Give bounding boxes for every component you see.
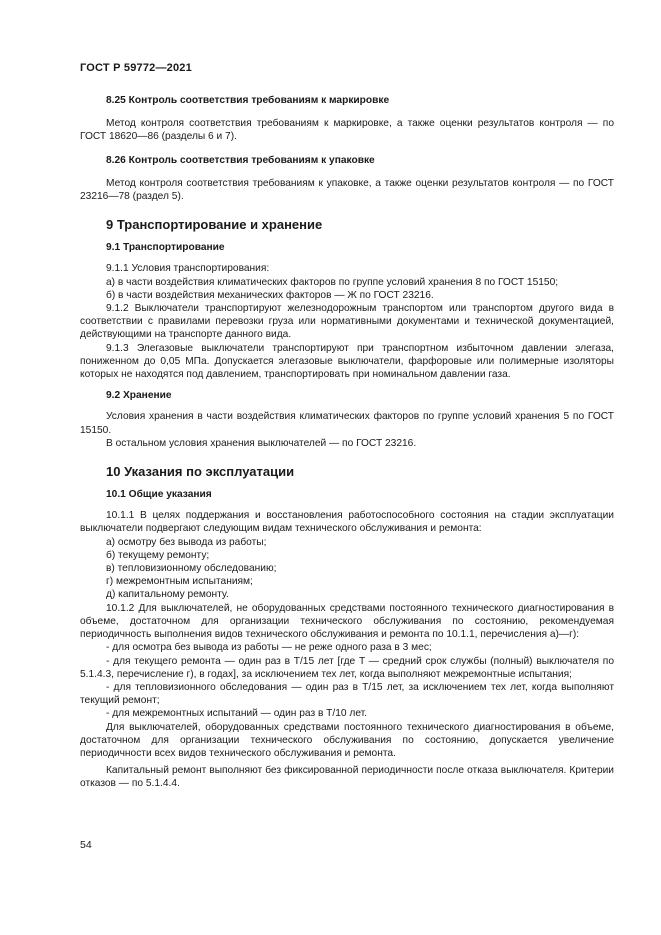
dash-item: - для межремонтных испытаний — один раз в T/10 лет. [106,708,368,720]
list-item: б) в части воздействия механических факторов — Ж по ГОСТ 23216. [106,289,434,301]
clause-9-1-1: 9.1.1 Условия транспортирования: [106,263,270,275]
list-item: а) осмотру без вывода из работы; [106,536,267,548]
clause-9-1-2: 9.1.2 Выключатели транспортируют железнодорожным транспортом или транспортом другого вида в соответствии с правилами перевозки груза или нормативными документами и технической документацией, действующими на транспорте данного вида. [80,303,614,341]
storage-text-2: В остальном условия хранения выключателей — по ГОСТ 23216. [106,437,417,449]
section-8-26-title: 8.26 Контроль соответствия требованиям к упаковке [106,154,375,166]
dash-item: - для тепловизионного обследования — один раз в T/15 лет, за исключением тех лет, когда выполняют текущий ремонт; [80,681,614,707]
clause-10-1-2: 10.1.2 Для выключателей, не оборудованных средствами постоянного технического диагностирования в объеме, достаточном для организации технического обслуживания по состоянию, рекомендуемая периодичность выполнения видов технического обслуживания и ремонта по 10.1.1, перечисления а)—г): [80,602,614,641]
storage-text-1: Условия хранения в части воздействия климатических факторов по группе условий хранения 5 по ГОСТ 15150. [80,411,614,436]
dash-item: - для текущего ремонта — один раз в T/15 лет [где T — средний срок службы (полный) выключателя по 5.1.4.3, перечисление г), в годах], за исключением тех лет, когда выполняют межремонтные испытания; [80,655,614,680]
section-10-title: 10 Указания по эксплуатации [106,464,295,480]
page-body [80,90,614,791]
list-item: д) капитальному ремонту. [106,589,229,601]
list-item: г) межремонтным испытаниям; [106,576,253,588]
section-9-1-title: 9.1 Транспортирование [106,242,225,254]
section-9-title: 9 Транспортирование и хранение [106,217,323,233]
page-number: 54 [80,839,92,851]
list-item: а) в части воздействия климатических факторов по группе условий хранения 8 по ГОСТ 15150; [106,276,559,288]
section-8-25-title: 8.25 Контроль соответствия требованиям к маркировке [106,95,390,106]
monitoring-text: Для выключателей, оборудованных средствами постоянного технического диагностирования в объеме, достаточном для организации технического обслуживания по состоянию, допускается увеличение периодичности всех видов технического обслуживания и ремонта. [80,721,614,759]
list-item: в) тепловизионному обследованию; [106,563,277,575]
overhaul-text: Капитальный ремонт выполняют без фиксированной периодичности после отказа выключателя. Критерии отказов — по 5.1.4.4. [80,765,614,790]
clause-9-1-3: 9.1.3 Элегазовые выключатели транспортируют при транспортном избыточном давлении элегаза, пониженном до 0,05 МПа. Допускается элегазовые выключатели, фарфоровые или полимерные изоляторы которых не находятся под давлением, транспортировать при номинальном давлении газа. [80,342,614,381]
section-8-26-text: Метод контроля соответствия требованиям к упаковке, а также оценки результатов контроля — по ГОСТ 23216—78 (раздел 5). [80,177,614,203]
section-10-1-title: 10.1 Общие указания [106,489,212,501]
section-9-2-title: 9.2 Хранение [106,390,172,402]
dash-item: - для осмотра без вывода из работы — не реже одного раза в 3 мес; [106,642,432,654]
list-item: б) текущему ремонту; [106,549,210,561]
clause-10-1-1: 10.1.1 В целях поддержания и восстановления работоспособного состояния на стадии эксплуатации выключатели подвергают следующим видам технического обслуживания и ремонта: [80,510,614,535]
section-8-25-text: Метод контроля соответствия требованиям к маркировке, а также оценки результатов контроля — по ГОСТ 18620—86 (разделы 6 и 7). [80,118,614,143]
standard-header: ГОСТ Р 59772—2021 [80,62,192,74]
